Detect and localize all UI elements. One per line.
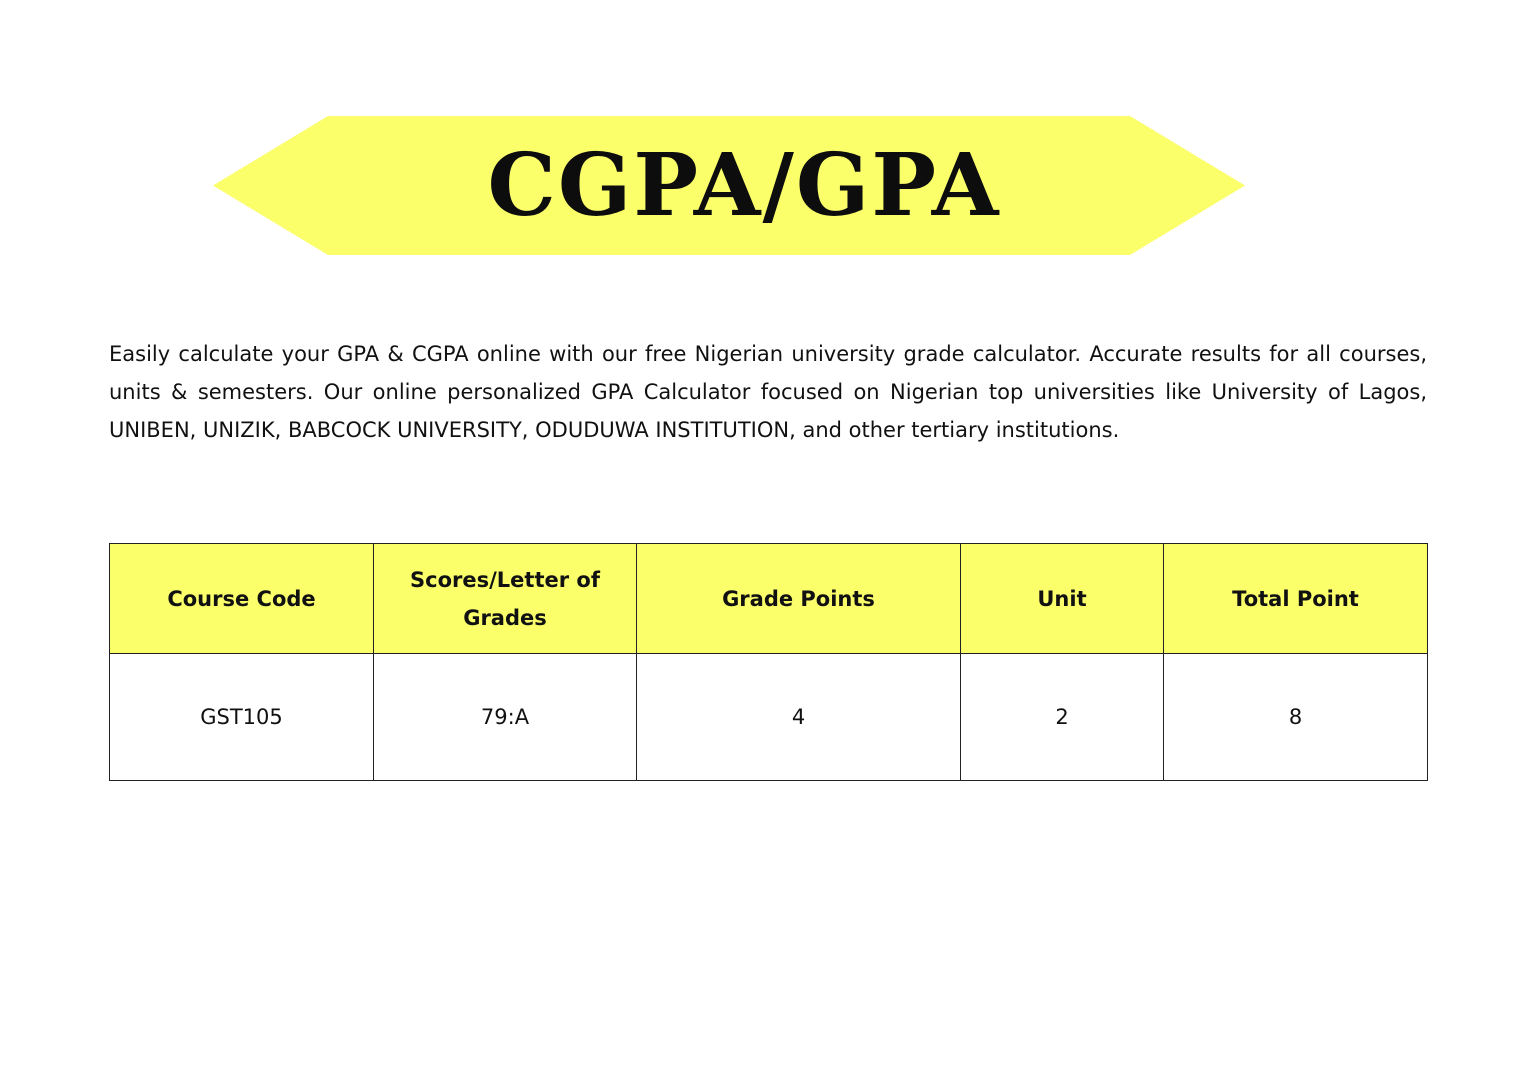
title-banner bbox=[213, 116, 1245, 255]
cell-score-grade: 79:A bbox=[374, 654, 637, 781]
column-header-course-code: Course Code bbox=[110, 544, 374, 654]
page-title: CGPA/GPA bbox=[487, 135, 1001, 236]
cell-course-code: GST105 bbox=[110, 654, 374, 781]
column-header-grade-points: Grade Points bbox=[637, 544, 961, 654]
column-header-scores-letter-grades: Scores/Letter of Grades bbox=[374, 544, 637, 654]
cell-total-point: 8 bbox=[1164, 654, 1428, 781]
column-header-total-point: Total Point bbox=[1164, 544, 1428, 654]
cell-grade-points: 4 bbox=[637, 654, 961, 781]
table-row bbox=[110, 654, 1428, 781]
table-header-row bbox=[110, 544, 1428, 654]
column-header-unit: Unit bbox=[961, 544, 1164, 654]
grade-table bbox=[109, 543, 1428, 781]
intro-paragraph: Easily calculate your GPA & CGPA online with our free Nigerian university grade calculator. Accurate results for all courses, units & semesters. Our online personalized GPA Calculator focused on Nigerian top universities like University of Lagos, UNIBEN, UNIZIK, BABCOCK UNIVERSITY, ODUDUWA INSTITUTION, and other tertiary institutions. bbox=[109, 342, 1427, 442]
cell-unit: 2 bbox=[961, 654, 1164, 781]
